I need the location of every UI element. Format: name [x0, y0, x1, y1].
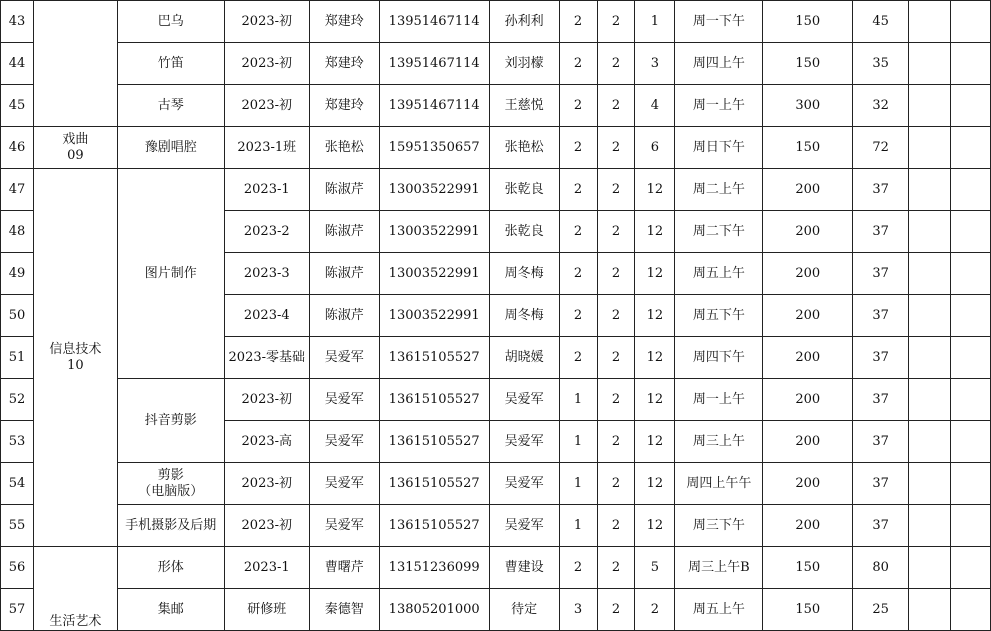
empty-cell — [909, 589, 951, 631]
value-col-1: 2 — [559, 85, 597, 127]
schedule-time: 周日下午 — [675, 127, 763, 169]
value-col-1: 2 — [559, 43, 597, 85]
empty-cell — [909, 547, 951, 589]
row-number: 57 — [1, 589, 34, 631]
schedule-time: 周一上午 — [675, 85, 763, 127]
empty-cell — [951, 505, 991, 547]
class-name: 2023-4 — [224, 295, 309, 337]
teacher-name: 张乾良 — [489, 169, 559, 211]
schedule-time: 周一上午 — [675, 379, 763, 421]
enrollment-count: 35 — [853, 43, 909, 85]
enrollment-count: 25 — [853, 589, 909, 631]
value-col-2: 2 — [597, 127, 635, 169]
value-col-2: 2 — [597, 463, 635, 505]
schedule-time: 周三上午 — [675, 421, 763, 463]
empty-cell — [951, 295, 991, 337]
empty-cell — [909, 505, 951, 547]
class-name: 2023-1 — [224, 169, 309, 211]
class-name: 2023-初 — [224, 43, 309, 85]
empty-cell — [909, 421, 951, 463]
value-col-3: 4 — [635, 85, 675, 127]
value-col-3: 12 — [635, 463, 675, 505]
empty-cell — [909, 169, 951, 211]
class-name: 2023-高 — [224, 421, 309, 463]
empty-cell — [951, 253, 991, 295]
teacher-name: 吴爱军 — [489, 421, 559, 463]
contact-name: 郑建玲 — [309, 43, 379, 85]
teacher-name: 胡晓媛 — [489, 337, 559, 379]
empty-cell — [951, 127, 991, 169]
enrollment-count: 32 — [853, 85, 909, 127]
course-name: 竹笛 — [117, 43, 224, 85]
fee: 300 — [763, 85, 853, 127]
value-col-2: 2 — [597, 85, 635, 127]
empty-cell — [909, 463, 951, 505]
row-number: 54 — [1, 463, 34, 505]
teacher-name: 张乾良 — [489, 211, 559, 253]
phone-number: 13003522991 — [379, 211, 489, 253]
phone-number: 13615105527 — [379, 337, 489, 379]
fee: 150 — [763, 589, 853, 631]
contact-name: 秦德智 — [309, 589, 379, 631]
enrollment-count: 37 — [853, 421, 909, 463]
contact-name: 张艳松 — [309, 127, 379, 169]
contact-name: 郑建玲 — [309, 1, 379, 43]
table-row — [1, 43, 991, 85]
empty-cell — [909, 295, 951, 337]
value-col-1: 1 — [559, 463, 597, 505]
value-col-2: 2 — [597, 295, 635, 337]
value-col-1: 1 — [559, 379, 597, 421]
enrollment-count: 45 — [853, 1, 909, 43]
value-col-2: 2 — [597, 379, 635, 421]
course-name-subtitle: （电脑版） — [138, 483, 204, 499]
category-code: 10 — [67, 357, 84, 373]
teacher-name: 刘羽檬 — [489, 43, 559, 85]
course-name: 集邮 — [117, 589, 224, 631]
row-number: 55 — [1, 505, 34, 547]
enrollment-count: 37 — [853, 379, 909, 421]
schedule-time: 周二下午 — [675, 211, 763, 253]
row-number: 43 — [1, 1, 34, 43]
category-name: 信息技术 — [49, 341, 102, 357]
fee: 150 — [763, 547, 853, 589]
empty-cell — [951, 1, 991, 43]
class-name: 2023-1 — [224, 547, 309, 589]
fee: 200 — [763, 169, 853, 211]
class-name: 2023-初 — [224, 85, 309, 127]
enrollment-count: 37 — [853, 253, 909, 295]
value-col-3: 1 — [635, 1, 675, 43]
contact-name: 吴爱军 — [309, 379, 379, 421]
row-number: 50 — [1, 295, 34, 337]
course-name-line: 剪影 — [157, 467, 184, 483]
empty-cell — [951, 547, 991, 589]
row-number: 51 — [1, 337, 34, 379]
fee: 200 — [763, 379, 853, 421]
phone-number: 13615105527 — [379, 421, 489, 463]
value-col-3: 12 — [635, 295, 675, 337]
enrollment-count: 37 — [853, 211, 909, 253]
table-row — [1, 463, 991, 505]
row-number: 48 — [1, 211, 34, 253]
empty-cell — [951, 85, 991, 127]
class-name: 2023-初 — [224, 463, 309, 505]
enrollment-count: 37 — [853, 463, 909, 505]
value-col-1: 2 — [559, 211, 597, 253]
teacher-name: 王慈悦 — [489, 85, 559, 127]
class-name: 2023-3 — [224, 253, 309, 295]
row-number: 45 — [1, 85, 34, 127]
value-col-2: 2 — [597, 169, 635, 211]
phone-number: 15951350657 — [379, 127, 489, 169]
value-col-1: 2 — [559, 127, 597, 169]
table-row — [1, 1, 991, 43]
phone-number: 13003522991 — [379, 169, 489, 211]
enrollment-count: 37 — [853, 337, 909, 379]
value-col-3: 2 — [635, 589, 675, 631]
category-name: 戏曲 — [62, 131, 89, 147]
class-name: 2023-2 — [224, 211, 309, 253]
schedule-time: 周三下午 — [675, 505, 763, 547]
value-col-3: 12 — [635, 337, 675, 379]
phone-number: 13615105527 — [379, 379, 489, 421]
class-name: 2023-初 — [224, 379, 309, 421]
contact-name: 吴爱军 — [309, 337, 379, 379]
contact-name: 郑建玲 — [309, 85, 379, 127]
value-col-2: 2 — [597, 589, 635, 631]
contact-name: 吴爱军 — [309, 421, 379, 463]
category-cell-life-art — [33, 547, 117, 631]
value-col-3: 6 — [635, 127, 675, 169]
value-col-2: 2 — [597, 211, 635, 253]
fee: 200 — [763, 337, 853, 379]
teacher-name: 孙利利 — [489, 1, 559, 43]
empty-cell — [951, 379, 991, 421]
table-row — [1, 85, 991, 127]
value-col-3: 12 — [635, 379, 675, 421]
empty-cell — [909, 253, 951, 295]
schedule-time: 周四上午午 — [675, 463, 763, 505]
enrollment-count: 80 — [853, 547, 909, 589]
phone-number: 13951467114 — [379, 43, 489, 85]
contact-name: 陈淑芹 — [309, 253, 379, 295]
course-name: 形体 — [117, 547, 224, 589]
schedule-time: 周二上午 — [675, 169, 763, 211]
value-col-1: 3 — [559, 589, 597, 631]
table-row — [1, 379, 991, 421]
value-col-2: 2 — [597, 421, 635, 463]
value-col-3: 5 — [635, 547, 675, 589]
value-col-3: 12 — [635, 169, 675, 211]
fee: 150 — [763, 127, 853, 169]
table-row — [1, 505, 991, 547]
teacher-name: 吴爱军 — [489, 505, 559, 547]
phone-number: 13951467114 — [379, 1, 489, 43]
contact-name: 吴爱军 — [309, 505, 379, 547]
empty-cell — [951, 463, 991, 505]
value-col-2: 2 — [597, 1, 635, 43]
class-name: 2023-1班 — [224, 127, 309, 169]
course-name: 图片制作 — [117, 169, 224, 379]
class-name: 2023-初 — [224, 1, 309, 43]
teacher-name: 吴爱军 — [489, 463, 559, 505]
class-name: 研修班 — [224, 589, 309, 631]
value-col-1: 1 — [559, 505, 597, 547]
value-col-1: 1 — [559, 421, 597, 463]
contact-name: 陈淑芹 — [309, 169, 379, 211]
contact-name: 陈淑芹 — [309, 295, 379, 337]
schedule-time: 周一下午 — [675, 1, 763, 43]
contact-name: 吴爱军 — [309, 463, 379, 505]
value-col-3: 12 — [635, 253, 675, 295]
course-name: 豫剧唱腔 — [117, 127, 224, 169]
schedule-time: 周四下午 — [675, 337, 763, 379]
value-col-3: 12 — [635, 211, 675, 253]
table-row — [1, 547, 991, 589]
value-col-1: 2 — [559, 337, 597, 379]
empty-cell — [909, 127, 951, 169]
value-col-1: 2 — [559, 547, 597, 589]
empty-cell — [951, 169, 991, 211]
teacher-name: 吴爱军 — [489, 379, 559, 421]
course-name: 古琴 — [117, 85, 224, 127]
phone-number: 13951467114 — [379, 85, 489, 127]
course-name: 手机摄影及后期 — [117, 505, 224, 547]
course-name: 抖音剪影 — [117, 379, 224, 463]
value-col-2: 2 — [597, 337, 635, 379]
schedule-time: 周三上午B — [675, 547, 763, 589]
row-number: 53 — [1, 421, 34, 463]
empty-cell — [951, 337, 991, 379]
schedule-time: 周四上午 — [675, 43, 763, 85]
course-name — [117, 463, 224, 505]
row-number: 47 — [1, 169, 34, 211]
empty-cell — [951, 43, 991, 85]
enrollment-count: 37 — [853, 169, 909, 211]
fee: 200 — [763, 505, 853, 547]
value-col-2: 2 — [597, 547, 635, 589]
phone-number: 13615105527 — [379, 463, 489, 505]
empty-cell — [909, 379, 951, 421]
teacher-name: 周冬梅 — [489, 253, 559, 295]
phone-number: 13151236099 — [379, 547, 489, 589]
empty-cell — [909, 85, 951, 127]
class-name: 2023-初 — [224, 505, 309, 547]
value-col-3: 12 — [635, 421, 675, 463]
phone-number: 13615105527 — [379, 505, 489, 547]
category-cell-music — [33, 1, 117, 127]
value-col-1: 2 — [559, 169, 597, 211]
contact-name: 曹曙芹 — [309, 547, 379, 589]
schedule-time: 周五上午 — [675, 253, 763, 295]
enrollment-count: 37 — [853, 295, 909, 337]
value-col-1: 2 — [559, 1, 597, 43]
enrollment-count: 72 — [853, 127, 909, 169]
empty-cell — [909, 211, 951, 253]
phone-number: 13805201000 — [379, 589, 489, 631]
value-col-2: 2 — [597, 505, 635, 547]
value-col-2: 2 — [597, 43, 635, 85]
table-row — [1, 589, 991, 631]
empty-cell — [909, 337, 951, 379]
schedule-time: 周五上午 — [675, 589, 763, 631]
fee: 200 — [763, 295, 853, 337]
teacher-name: 张艳松 — [489, 127, 559, 169]
course-name: 巴乌 — [117, 1, 224, 43]
category-code: 09 — [67, 147, 84, 163]
category-cell-it — [33, 169, 117, 547]
phone-number: 13003522991 — [379, 295, 489, 337]
fee: 200 — [763, 421, 853, 463]
schedule-time: 周五下午 — [675, 295, 763, 337]
value-col-1: 2 — [559, 295, 597, 337]
table-row — [1, 169, 991, 211]
phone-number: 13003522991 — [379, 253, 489, 295]
row-number: 52 — [1, 379, 34, 421]
fee: 150 — [763, 43, 853, 85]
teacher-name: 周冬梅 — [489, 295, 559, 337]
teacher-name: 待定 — [489, 589, 559, 631]
fee: 200 — [763, 463, 853, 505]
category-cell-opera — [33, 127, 117, 169]
empty-cell — [909, 43, 951, 85]
fee: 150 — [763, 1, 853, 43]
table-row — [1, 127, 991, 169]
value-col-2: 2 — [597, 253, 635, 295]
empty-cell — [951, 211, 991, 253]
row-number: 49 — [1, 253, 34, 295]
contact-name: 陈淑芹 — [309, 211, 379, 253]
empty-cell — [909, 1, 951, 43]
fee: 200 — [763, 253, 853, 295]
enrollment-count: 37 — [853, 505, 909, 547]
fee: 200 — [763, 211, 853, 253]
value-col-3: 3 — [635, 43, 675, 85]
class-name: 2023-零基础 — [224, 337, 309, 379]
category-name: 生活艺术 — [49, 614, 102, 629]
teacher-name: 曹建设 — [489, 547, 559, 589]
value-col-1: 2 — [559, 253, 597, 295]
row-number: 56 — [1, 547, 34, 589]
row-number: 44 — [1, 43, 34, 85]
row-number: 46 — [1, 127, 34, 169]
empty-cell — [951, 421, 991, 463]
empty-cell — [951, 589, 991, 631]
value-col-3: 12 — [635, 505, 675, 547]
